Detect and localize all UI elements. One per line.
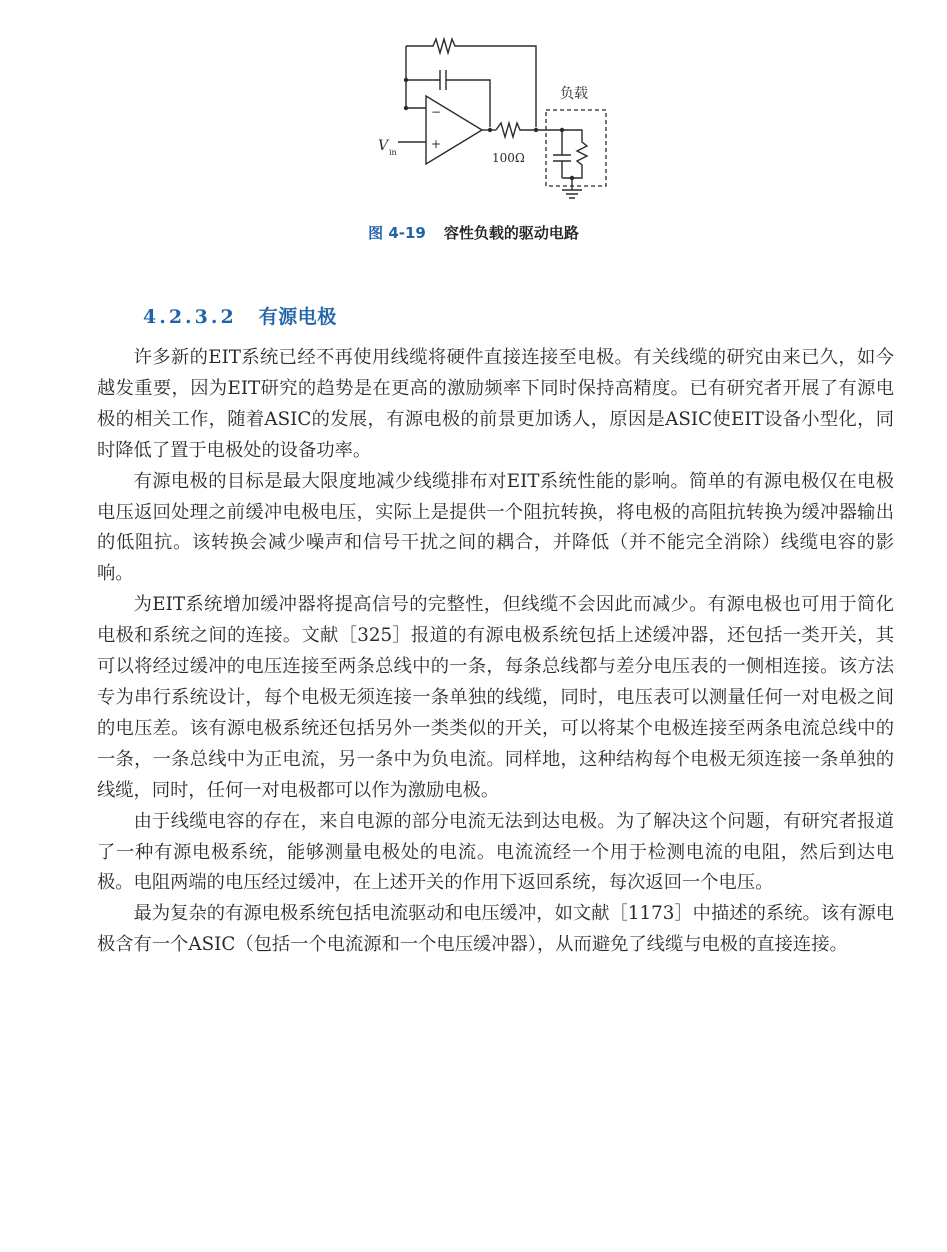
ground-symbol xyxy=(562,190,582,198)
junction-dot xyxy=(534,128,538,132)
vin-subscript: in xyxy=(389,148,397,157)
feedback-capacitor xyxy=(406,70,490,127)
junction-dot xyxy=(570,176,574,180)
vin-label: V xyxy=(378,138,389,154)
junction-dot xyxy=(488,128,492,132)
circuit-diagram xyxy=(360,18,630,218)
figure-number: 图 4-19 xyxy=(368,224,426,242)
load-resistor xyxy=(562,130,587,178)
section-number: 4.2.3.2 xyxy=(143,306,237,328)
inverting-node-wire xyxy=(406,46,426,108)
junction-dot xyxy=(560,128,564,132)
circuit-svg xyxy=(360,18,630,218)
paragraph: 有源电极的目标是最大限度地减少线缆排布对EIT系统性能的影响。简单的有源电极仅在电极电压返回处理之前缓冲电极电压，实际上是提供一个阻抗转换，将电极的高阻抗转换为缓冲器输出的低阻抗。该转换会减少噪声和信号干扰之间的耦合，并降低（并不能完全消除）线缆电容的影响。 xyxy=(97,470,894,585)
plus-sign: + xyxy=(431,137,442,151)
figure-title: 容性负载的驱动电路 xyxy=(443,224,579,242)
junction-dot xyxy=(404,106,408,110)
junction-dot xyxy=(404,78,408,82)
paragraph: 由于线缆电容的存在，来自电源的部分电流无法到达电极。为了解决这个问题，有研究者报道了一种有源电极系统，能够测量电极处的电流。电流流经一个用于检测电流的电阻，然后到达电极。电阻两端的电压经过缓冲，在上述开关的作用下返回系统，每次返回一个电压。 xyxy=(97,810,894,894)
section-title: 有源电极 xyxy=(258,306,337,328)
load-dashed-box xyxy=(546,110,606,186)
section-heading xyxy=(143,302,337,329)
paragraph: 为EIT系统增加缓冲器将提高信号的完整性，但线缆不会因此而减少。有源电极也可用于简化电极和系统之间的连接。文献［325］报道的有源电极系统包括上述缓冲器，还包括一类开关，其可以将经过缓冲的电压连接至两条总线中的一条，每条总线都与差分电压表的一侧相连接。该方法专为串行系统设计，每个电极无须连接一条单独的线缆，同时，电压表可以测量任何一对电极之间的电压差。该有源电极系统还包括另外一类类似的开关，可以将某个电极连接至两条电流总线中的一条，一条总线中为正电流，另一条中为负电流。同样地，这种结构每个电极无须连接一条单独的线缆，同时，任何一对电极都可以作为激励电极。 xyxy=(97,594,894,801)
paragraph: 许多新的EIT系统已经不再使用线缆将硬件直接连接至电极。有关线缆的研究由来已久，如今越发重要，因为EIT研究的趋势是在更高的激励频率下同时保持高精度。已有研究者开展了有源电极的相关工作，随着ASIC的发展，有源电极的前景更加诱人，原因是ASIC使EIT设备小型化，同时降低了置于电极处的设备功率。 xyxy=(97,347,894,461)
figure-caption xyxy=(0,222,947,243)
load-capacitor xyxy=(553,130,571,178)
paragraph: 最为复杂的有源电极系统包括电流驱动和电压缓冲，如文献［1173］中描述的系统。该有源电极含有一个ASIC（包括一个电流源和一个电压缓冲器），从而避免了线缆与电极的直接连接。 xyxy=(97,903,894,956)
body-text xyxy=(97,343,894,961)
minus-sign: − xyxy=(431,105,442,119)
series-resistor-100ohm xyxy=(496,123,562,137)
load-label: 负载 xyxy=(560,86,588,102)
resistor-label: 100Ω xyxy=(492,151,525,165)
